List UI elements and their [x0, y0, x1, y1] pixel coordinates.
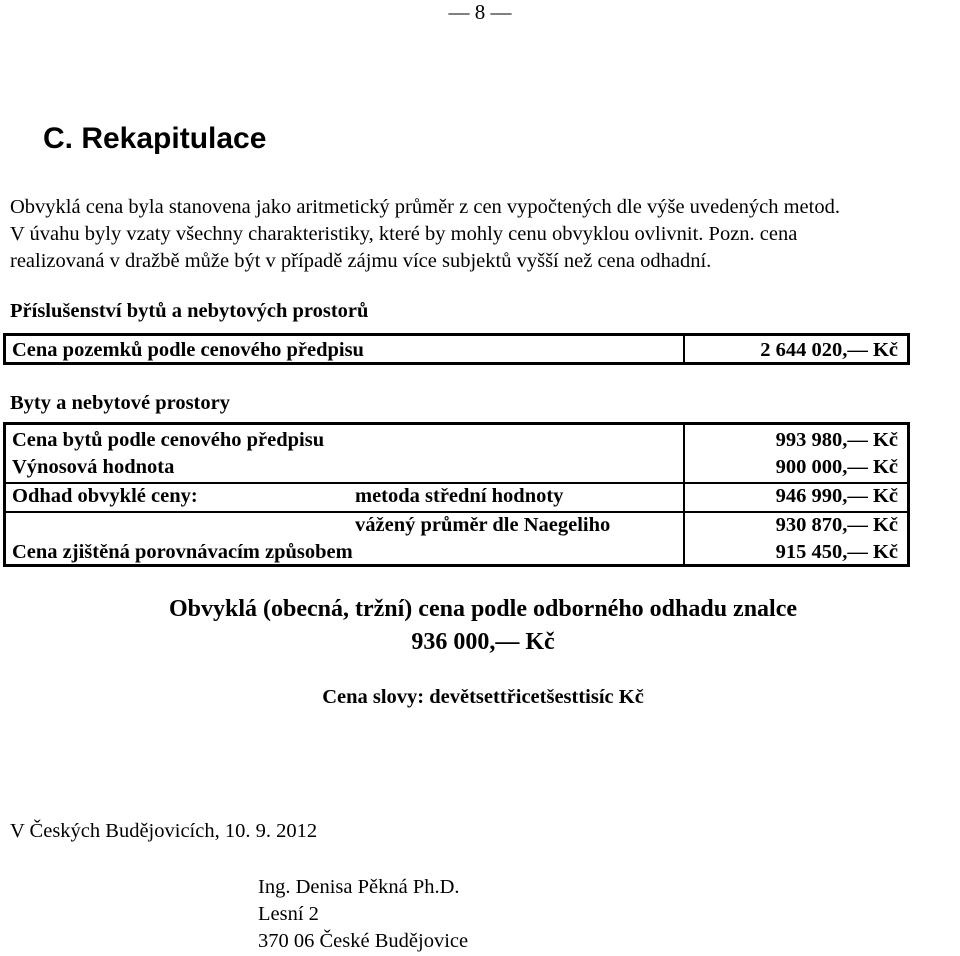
- land-price-label: Cena pozemků podle cenového předpisu: [12, 339, 364, 361]
- place-date: V Českých Budějovicích, 10. 9. 2012: [10, 820, 318, 842]
- land-price-value: 2 644 020,— Kč: [760, 339, 898, 361]
- row-value-mean-value: 946 990,— Kč: [775, 485, 898, 507]
- row-method-mean-value: metoda střední hodnoty: [355, 485, 564, 507]
- result-value: 936 000,— Kč: [411, 629, 555, 655]
- row-label-comparison-price: Cena zjištěná porovnávacím způsobem: [12, 541, 353, 563]
- land-price-table: [3, 333, 910, 365]
- row-separator: [6, 511, 907, 513]
- row-method-naegeli-weighted-average: vážený průměr dle Naegeliho: [355, 514, 611, 536]
- row-label-price-by-regulation: Cena bytů podle cenového předpisu: [12, 429, 325, 451]
- section-title-flats: Byty a nebytové prostory: [10, 392, 230, 414]
- row-value-yield-value: 900 000,— Kč: [775, 456, 898, 478]
- row-separator: [6, 482, 907, 484]
- intro-line-2: V úvahu byly vzaty všechny charakteristiky, které by mohly cenu obvyklou ovlivnit. Pozn. cena: [10, 223, 798, 245]
- row-value-naegeli-weighted-average: 930 870,— Kč: [775, 514, 898, 536]
- page-number: — 8 —: [448, 0, 512, 24]
- row-value-comparison-price: 915 450,— Kč: [775, 541, 898, 563]
- signature-street: Lesní 2: [258, 903, 319, 925]
- signature-city: 370 06 České Budějovice: [258, 930, 469, 952]
- row-label-yield-value: Výnosová hodnota: [12, 456, 175, 478]
- result-in-words: Cena slovy: devětsettřicetšesttisíc Kč: [322, 686, 644, 708]
- intro-line-1: Obvyklá cena byla stanovena jako aritmetický průměr z cen vypočtených dle výše uvedených metod.: [10, 196, 840, 218]
- intro-line-3: realizovaná v dražbě může být v případě zájmu více subjektů vyšší než cena odhadní.: [10, 250, 712, 272]
- result-title: Obvyklá (obecná, tržní) cena podle odborného odhadu znalce: [168, 596, 798, 622]
- section-heading: C. Rekapitulace: [43, 122, 267, 155]
- signature-name: Ing. Denisa Pěkná Ph.D.: [258, 876, 460, 898]
- row-value-price-by-regulation: 993 980,— Kč: [775, 429, 898, 451]
- flats-price-table: [3, 422, 910, 567]
- column-divider: [683, 425, 685, 564]
- section-title-accessories: Příslušenství bytů a nebytových prostorů: [10, 300, 369, 322]
- row-label-usual-price-estimate: Odhad obvyklé ceny:: [12, 485, 198, 507]
- column-divider: [683, 336, 685, 362]
